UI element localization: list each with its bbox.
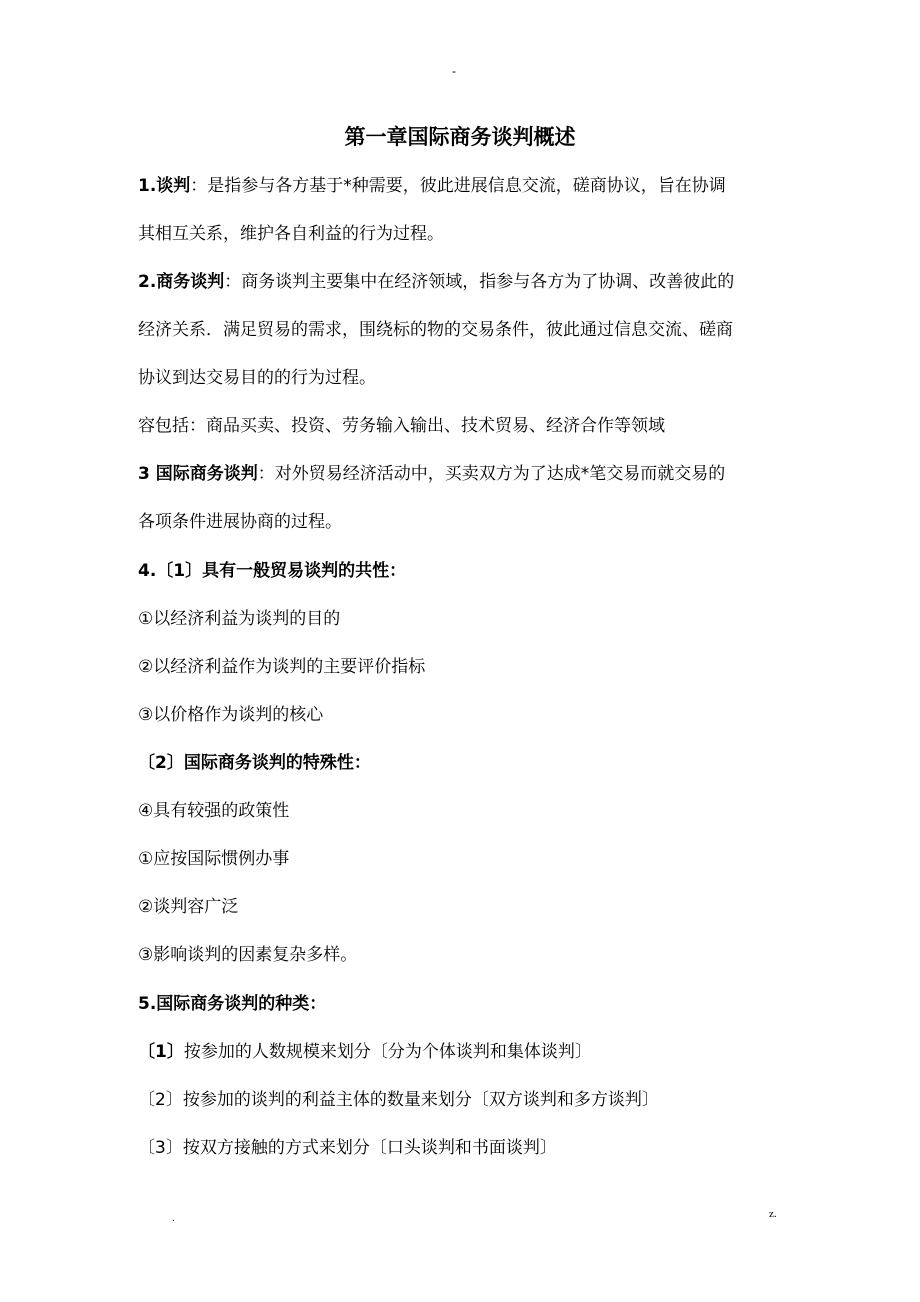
list-item — [138, 1135, 557, 1161]
list-item-text: 按双方接触的方式来划分〔口头谈判和书面谈判〕 — [182, 1138, 557, 1158]
header-mark: - — [452, 64, 456, 78]
list-item-text: 按参加的人数规模来划分〔分为个体谈判和集体谈判〕 — [183, 1042, 592, 1062]
term-business-negotiation: 2.商务谈判 — [138, 272, 225, 292]
list-item: ②以经济利益作为谈判的主要评价指标 — [138, 657, 426, 677]
list-item: ③以价格作为谈判的核心 — [138, 705, 324, 725]
list-item-number: 〔3〕 — [138, 1138, 183, 1158]
section-heading: 〔2〕国际商务谈判的特殊性： — [138, 753, 371, 773]
footer-right-mark: z. — [769, 1208, 777, 1220]
list-item-text: 按参加的谈判的利益主体的数量来划分〔双方谈判和多方谈判〕 — [182, 1090, 659, 1110]
list-item-number: 〔1〕 — [138, 1042, 184, 1062]
list-item: ①应按国际惯例办事 — [138, 849, 290, 869]
paragraph-line: 协议到达交易目的的行为过程。 — [138, 368, 376, 388]
paragraph-line: 容包括：商品买卖、投资、劳务输入输出、技术贸易、经济合作等领域 — [138, 416, 665, 436]
list-item: ②谈判容广泛 — [138, 897, 239, 917]
paragraph-line: 经济关系．满足贸易的需求，围绕标的物的交易条件，彼此通过信息交流、磋商 — [138, 320, 733, 340]
term-intl-business-negotiation: 3 国际商务谈判 — [138, 464, 258, 484]
paragraph-line: 各项条件进展协商的过程。 — [138, 512, 342, 532]
paragraph-business-negotiation — [138, 269, 734, 295]
definition-text: ：商务谈判主要集中在经济领域，指参与各方为了协调、改善彼此的 — [224, 272, 735, 292]
definition-text: ：对外贸易经济活动中，买卖双方为了达成*笔交易而就交易的 — [257, 464, 726, 484]
paragraph-line: 其相互关系，维护各自利益的行为过程。 — [138, 224, 444, 244]
list-item: ④具有较强的政策性 — [138, 801, 290, 821]
list-item: ①以经济利益为谈判的目的 — [138, 609, 341, 629]
section-heading: 5.国际商务谈判的种类： — [138, 994, 327, 1014]
paragraph-intl-business-negotiation — [138, 461, 725, 487]
list-item-number: 〔2〕 — [138, 1090, 183, 1110]
section-heading: 4.〔1〕具有一般贸易谈判的共性： — [138, 561, 407, 581]
list-item — [138, 1039, 592, 1065]
page-title: 第一章国际商务谈判概述 — [344, 125, 576, 149]
definition-text: ：是指参与各方基于*种需要，彼此进展信息交流，磋商协议，旨在协调 — [190, 176, 726, 196]
list-item — [138, 1087, 659, 1113]
term-negotiation: 1.谈判 — [138, 176, 191, 196]
list-item: ③影响谈判的因素复杂多样。 — [138, 945, 358, 965]
paragraph-negotiation-definition — [138, 173, 726, 199]
footer-left-mark: . — [172, 1212, 175, 1224]
